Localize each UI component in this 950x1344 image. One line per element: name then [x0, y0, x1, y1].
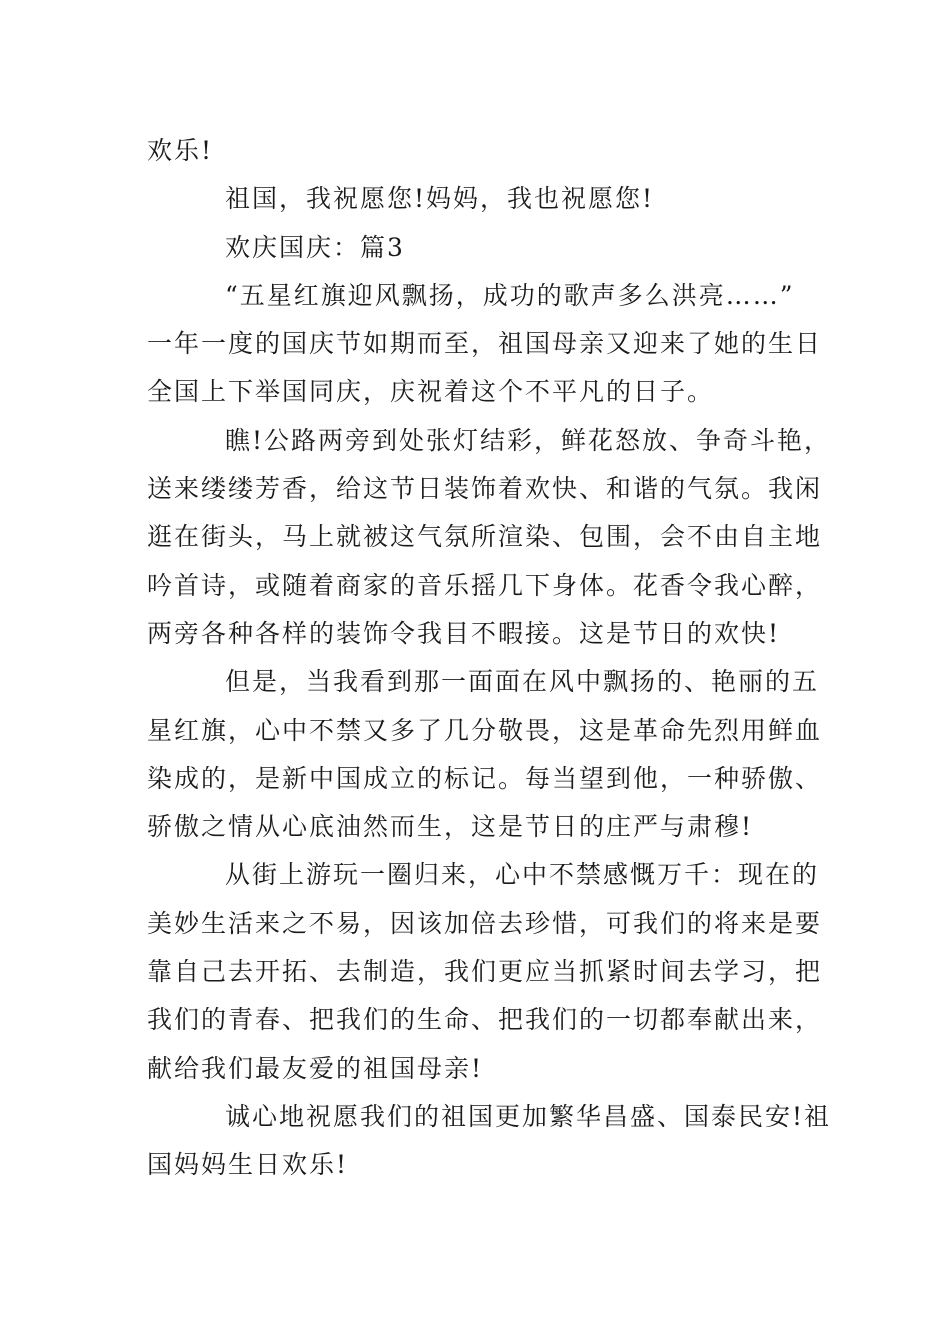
text-line: 逛在街头，马上就被这气氛所渲染、包围，会不由自主地 — [147, 522, 823, 552]
text-line: 欢乐! — [147, 136, 214, 165]
text-line: 但是，当我看到那一面面在风中飘扬的、艳丽的五 — [225, 667, 820, 697]
text-line: 我们的青春、把我们的生命、把我们的一切都奉献出来， — [147, 1005, 823, 1035]
document-body — [147, 127, 832, 1190]
text-line: “五星红旗迎风飘扬，成功的歌声多么洪亮……” — [225, 280, 795, 310]
text-line: 一年一度的国庆节如期而至，祖国母亲又迎来了她的生日 — [147, 329, 823, 359]
text-line: 欢庆国庆：篇3 — [225, 232, 405, 262]
text-line: 星红旗，心中不禁又多了几分敬畏，这是革命先烈用鲜血 — [147, 715, 823, 745]
text-line: 从街上游玩一圈归来，心中不禁感慨万千：现在的 — [225, 860, 820, 890]
text-line: 瞧!公路两旁到处张灯结彩，鲜花怒放、争奇斗艳， — [225, 425, 832, 455]
text-line: 国妈妈生日欢乐! — [147, 1150, 349, 1180]
text-line: 两旁各种各样的装饰令我目不暇接。这是节日的欢快! — [147, 618, 781, 648]
text-line: 诚心地祝愿我们的祖国更加繁华昌盛、国泰民安!祖 — [225, 1101, 832, 1131]
text-line: 全国上下举国同庆，庆祝着这个不平凡的日子。 — [147, 377, 715, 407]
text-line: 骄傲之情从心底油然而生，这是节日的庄严与肃穆! — [147, 812, 754, 842]
text-line: 献给我们最友爱的祖国母亲! — [147, 1053, 484, 1083]
text-line: 送来缕缕芳香，给这节日装饰着欢快、和谐的气氛。我闲 — [147, 474, 823, 504]
text-line: 吟首诗，或随着商家的音乐摇几下身体。花香令我心醉， — [147, 570, 823, 600]
text-line: 美妙生活来之不易，因该加倍去珍惜，可我们的将来是要 — [147, 908, 823, 938]
text-line: 靠自己去开拓、去制造，我们更应当抓紧时间去学习，把 — [147, 957, 823, 987]
text-line: 染成的，是新中国成立的标记。每当望到他，一种骄傲、 — [147, 763, 823, 793]
text-line: 祖国，我祝愿您!妈妈，我也祝愿您! — [225, 184, 655, 214]
